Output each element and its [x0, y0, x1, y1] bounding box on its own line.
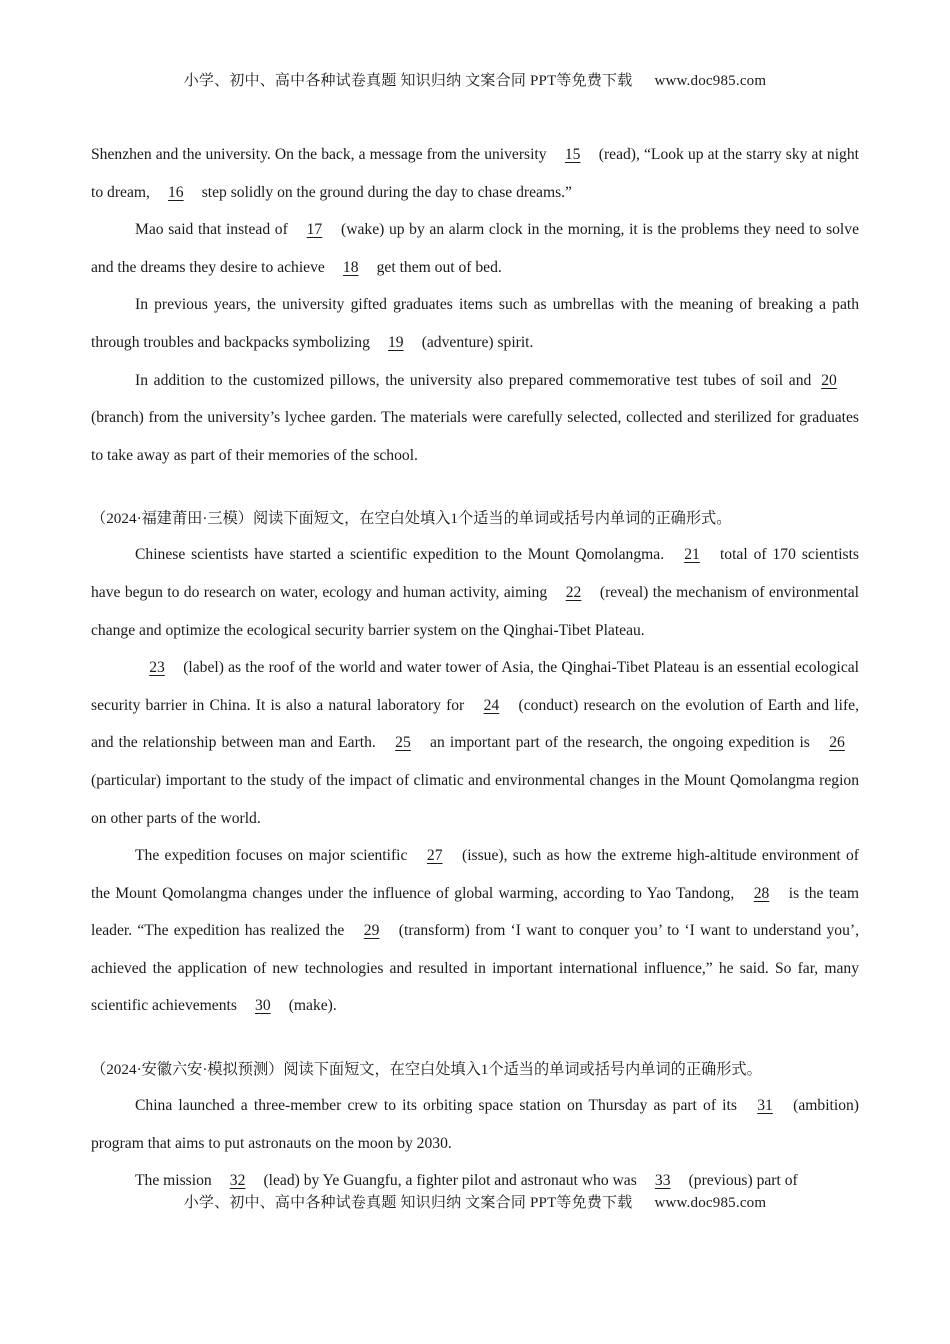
section-instruction: （2024·福建莆田·三模）阅读下面短文，在空白处填入1个适当的单词或括号内单词的正确形式。	[91, 510, 732, 528]
paragraph: China launched a three-member crew to its orbiting space station on Thursday as part of its 31 (ambition) program that aims to put astronauts on the moon by 2030.	[91, 1087, 859, 1162]
page-header	[0, 69, 950, 90]
blank-20: 20	[821, 371, 837, 389]
blank-27: 27	[426, 847, 443, 865]
blank-29: 29	[363, 922, 380, 940]
blank-28: 28	[753, 884, 770, 902]
header-text: 小学、初中、高中各种试卷真题 知识归纳 文案合同 PPT等免费下载	[183, 73, 633, 89]
paragraph: In previous years, the university gifted graduates items such as umbrellas with the meaning of breaking a path through troubles and backpacks symbolizing 19 (adventure) spirit.	[91, 286, 859, 361]
blank-18: 18	[342, 258, 359, 276]
footer-site: www.doc985.com	[654, 1195, 767, 1211]
paragraph: The mission 32 (lead) by Ye Guangfu, a fighter pilot and astronaut who was 33 (previous) part of	[91, 1162, 859, 1200]
paragraph: The expedition focuses on major scientific 27 (issue), such as how the extreme high-altitude environment of the Mount Qomolangma changes under the influence of global warming, according to Yao Tandong, 28 is the team leader. “The expedition has realized the 29 (transform) from ‘I want to conquer you’ to ‘I want to understand you’, achieved the application of new technologies and resulted in important international influence,” he said. So far, many scientific achievements 30 (make).	[91, 837, 859, 1025]
blank-25: 25	[395, 734, 411, 752]
paragraph: Chinese scientists have started a scientific expedition to the Mount Qomolangma. 21 total of 170 scientists have begun to do research on water, ecology and human activity, aiming 22 (reveal) the mechanism of environmental change and optimize the ecological security barrier system on the Qinghai-Tibet Plateau.	[91, 536, 859, 649]
blank-30: 30	[255, 997, 271, 1015]
paragraph: 23 (label) as the roof of the world and water tower of Asia, the Qinghai-Tibet Plateau is an essential ecological security barrier in China. It is also a natural laboratory for 24 (conduct) research on the evolution of Earth and life, and the relationship between man and Earth. 25 an important part of the research, the ongoing expedition is 26 (particular) important to the study of the impact of climatic and environmental changes in the Mount Qomolangma region on other parts of the world.	[91, 649, 859, 837]
section-instruction: （2024·安徽六安·模拟预测）阅读下面短文，在空白处填入1个适当的单词或括号内单词的正确形式。	[91, 1061, 762, 1079]
blank-22: 22	[565, 583, 582, 601]
paragraph: In addition to the customized pillows, the university also prepared commemorative test tubes of soil and 20 (branch) from the university’s lychee garden. The materials were carefully selected, collected and sterilized for graduates to take away as part of their memories of the school.	[91, 362, 859, 475]
blank-16: 16	[168, 183, 184, 201]
blank-24: 24	[483, 696, 500, 714]
page-footer	[0, 1191, 950, 1212]
blank-17: 17	[306, 221, 323, 239]
document-body	[91, 136, 859, 1200]
footer-text: 小学、初中、高中各种试卷真题 知识归纳 文案合同 PPT等免费下载	[183, 1195, 633, 1211]
paragraph: Mao said that instead of 17 (wake) up by an alarm clock in the morning, it is the problems they need to solve and the dreams they desire to achieve 18 get them out of bed.	[91, 211, 859, 286]
blank-21: 21	[684, 546, 700, 564]
blank-33: 33	[654, 1172, 671, 1190]
blank-23: 23	[149, 659, 165, 677]
blank-19: 19	[388, 333, 404, 351]
blank-32: 32	[229, 1172, 246, 1190]
blank-26: 26	[829, 734, 845, 752]
paragraph: Shenzhen and the university. On the back, a message from the university 15 (read), “Look up at the starry sky at night to dream, 16 step solidly on the ground during the day to chase dreams.”	[91, 136, 859, 211]
blank-31: 31	[757, 1097, 773, 1115]
header-site: www.doc985.com	[654, 73, 767, 89]
blank-15: 15	[564, 146, 581, 163]
